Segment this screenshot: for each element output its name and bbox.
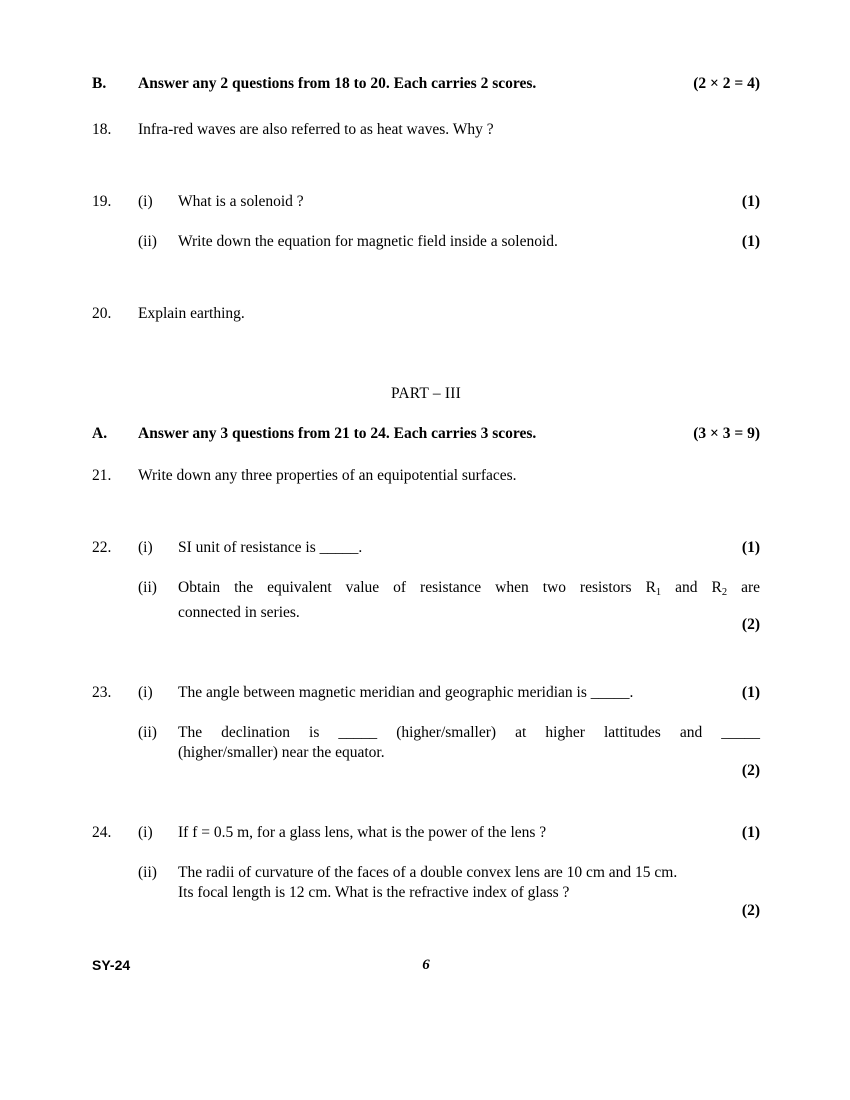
question-22-part-i-label: (i) <box>138 539 153 556</box>
question-20 <box>92 304 760 324</box>
question-22-part-i <box>92 538 760 558</box>
part-title: PART – III <box>391 385 461 402</box>
question-22-number: 22. <box>92 539 112 556</box>
question-19-part-i-marks: (1) <box>741 193 760 210</box>
section-instruction-b: Answer any 2 questions from 18 to 20. Each carries 2 scores. <box>138 75 537 92</box>
section-marks-a: (3 × 3 = 9) <box>693 425 760 442</box>
section-marks-b: (2 × 2 = 4) <box>693 75 760 92</box>
question-19-number: 19. <box>92 193 112 210</box>
question-22-part-ii <box>92 578 761 633</box>
question-23-part-ii-line1: The declination is _____ (higher/smaller) at higher lattitudes and _____ <box>178 724 760 741</box>
question-19-part-i-text: What is a solenoid ? <box>178 193 304 210</box>
section-heading-a <box>92 424 760 444</box>
question-18-number: 18. <box>92 121 112 138</box>
question-24-part-i-marks: (1) <box>741 824 760 841</box>
question-23-number: 23. <box>92 684 112 701</box>
question-19-part-ii-marks: (1) <box>741 233 760 250</box>
question-24-part-i <box>92 823 760 843</box>
spacer <box>92 324 760 376</box>
spacer <box>92 404 760 424</box>
question-19-part-ii <box>92 232 760 252</box>
page-number: 6 <box>422 957 430 973</box>
question-23-part-i-marks: (1) <box>741 684 760 701</box>
question-23-part-ii-line2: (higher/smaller) near the equator. <box>178 744 385 761</box>
page-content <box>92 74 761 919</box>
question-22-part-i-text: SI unit of resistance is _____. <box>178 539 363 556</box>
question-24-part-ii-label: (ii) <box>138 864 157 881</box>
question-22-part-ii-label: (ii) <box>138 579 157 596</box>
question-23-part-ii-label: (ii) <box>138 724 157 741</box>
section-instruction-a: Answer any 3 questions from 21 to 24. Each carries 3 scores. <box>138 425 537 442</box>
question-19-part-i-label: (i) <box>138 193 153 210</box>
question-24-part-i-text: If f = 0.5 m, for a glass lens, what is the power of the lens ? <box>178 824 547 841</box>
question-24-part-ii-line1: The radii of curvature of the faces of a double convex lens are 10 cm and 15 cm. <box>178 864 678 881</box>
question-24-part-ii-line2: Its focal length is 12 cm. What is the refractive index of glass ? <box>178 884 570 901</box>
section-heading-b <box>92 74 760 94</box>
question-23-part-ii-body <box>178 723 760 763</box>
question-22-part-i-marks: (1) <box>741 539 760 556</box>
question-18 <box>92 120 760 140</box>
spacer <box>92 444 760 466</box>
spacer <box>92 763 760 815</box>
question-21-number: 21. <box>92 467 112 484</box>
question-24-number: 24. <box>92 824 112 841</box>
spacer <box>92 703 760 723</box>
spacer <box>92 675 760 683</box>
question-23-part-ii-marks: (2) <box>741 762 760 779</box>
spacer <box>92 252 760 304</box>
question-23-part-i-text: The angle between magnetic meridian and geographic meridian is _____. <box>178 684 634 701</box>
question-24-part-ii-marks: (2) <box>741 902 760 919</box>
spacer <box>92 815 760 823</box>
question-24-part-i-label: (i) <box>138 824 153 841</box>
spacer <box>92 623 760 675</box>
question-20-number: 20. <box>92 305 112 322</box>
question-23-part-i-label: (i) <box>138 684 153 701</box>
spacer <box>92 140 760 192</box>
question-19-part-i <box>92 192 760 212</box>
spacer <box>92 212 760 232</box>
question-22-part-ii-marks: (2) <box>741 616 760 633</box>
question-24-part-ii <box>92 863 760 919</box>
question-18-text: Infra-red waves are also referred to as heat waves. Why ? <box>138 121 494 138</box>
spacer <box>92 94 760 120</box>
question-22-part-ii-line1: Obtain the equivalent value of resistance when two resistors $R_1$ and $R_2$ are <box>178 579 761 598</box>
paper-code: SY-24 <box>92 957 131 973</box>
question-19-part-ii-text: Write down the equation for magnetic field inside a solenoid. <box>178 233 558 250</box>
question-19-part-ii-label: (ii) <box>138 233 157 250</box>
question-23-part-i <box>92 683 760 703</box>
section-label-a: A. <box>92 425 108 442</box>
question-23-part-ii <box>92 723 760 779</box>
spacer <box>92 843 760 863</box>
question-22-part-ii-body <box>178 578 760 623</box>
section-label-b: B. <box>92 75 107 92</box>
question-21 <box>92 466 760 486</box>
question-22-part-ii-line2: connected in series. <box>178 604 300 621</box>
spacer <box>92 486 760 538</box>
question-24-part-ii-body <box>178 863 760 903</box>
question-20-text: Explain earthing. <box>138 305 245 322</box>
spacer <box>92 558 760 578</box>
spacer <box>92 376 760 384</box>
question-21-text: Write down any three properties of an equipotential surfaces. <box>138 467 517 484</box>
